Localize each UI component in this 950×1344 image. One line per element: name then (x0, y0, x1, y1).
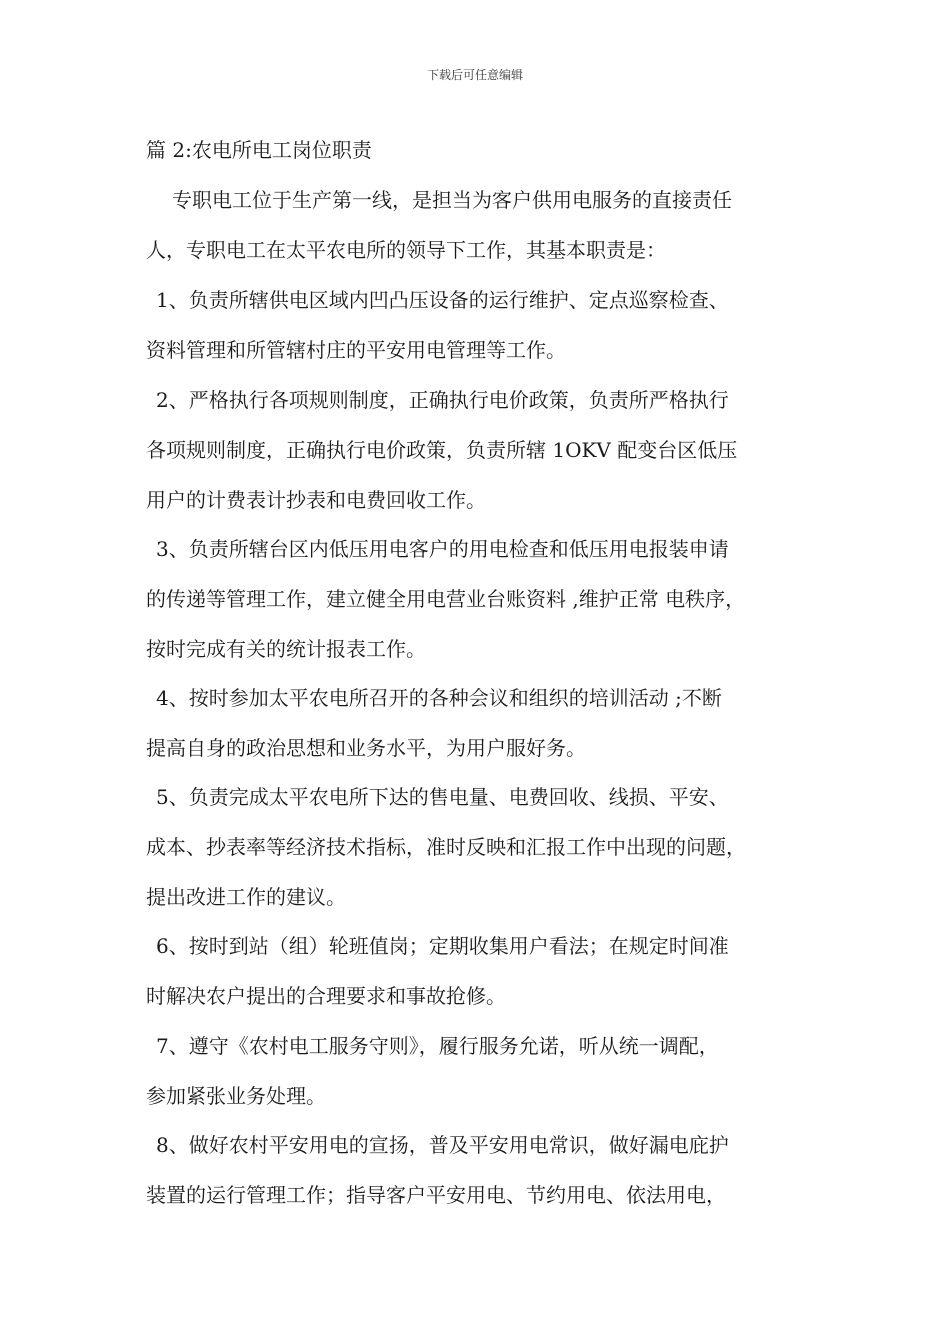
paragraph-line: 1、负责所辖供电区域内凹凸压设备的运行维护、定点巡察检查、 (156, 288, 729, 312)
paragraph-line: 提出改进工作的建议。 (146, 885, 346, 909)
paragraph-line: 用户的计费表计抄表和电费回收工作。 (146, 488, 486, 512)
paragraph-line: 7、遵守《农村电工服务守则》，履行服务允诺，听从统一调配， (156, 1034, 719, 1058)
duty-item-1 (146, 275, 816, 375)
paragraph-line: 各项规则制度，正确执行电价政策，负责所辖 1OKV 配变台区低压 (146, 438, 738, 462)
paragraph-line: 装置的运行管理工作；指导客户平安用电、节约用电、依法用电， (146, 1183, 726, 1207)
paragraph-line: 3、负责所辖台区内低压用电客户的用电检查和低压用电报装申请 (156, 537, 729, 561)
paragraph-line: 成本、抄表率等经济技术指标，准时反映和汇报工作中出现的问题， (146, 835, 746, 859)
document-title: 篇 2:农电所电工岗位职责 (146, 138, 372, 162)
duty-item-4 (146, 673, 816, 773)
paragraph-line: 提高自身的政治思想和业务水平，为用户服好务。 (146, 736, 586, 760)
paragraph-line: 时解决农户提出的合理要求和事故抢修。 (146, 984, 506, 1008)
paragraph-line: 专职电工位于生产第一线，是担当为客户供用电服务的直接责任 (172, 188, 732, 212)
paragraph-line: 4、按时参加太平农电所召开的各种会议和组织的培训活动 ;不断 (156, 686, 722, 710)
paragraph-line: 6、按时到站（组）轮班值岗；定期收集用户看法；在规定时间准 (156, 934, 729, 958)
paragraph-line: 5、负责完成太平农电所下达的售电量、电费回收、线损、平安、 (156, 785, 729, 809)
duty-item-2 (146, 375, 816, 525)
paragraph-line: 8、做好农村平安用电的宣扬，普及平安用电常识，做好漏电庇护 (156, 1133, 729, 1157)
duty-item-7 (146, 1021, 816, 1121)
paragraph-line: 人，专职电工在太平农电所的领导下工作，其基本职责是： (146, 238, 666, 262)
paragraph-line: 2、严格执行各项规则制度，正确执行电价政策，负责所严格执行 (156, 388, 729, 412)
duty-item-5 (146, 772, 816, 922)
duty-item-3 (146, 524, 816, 674)
paragraph-line: 参加紧张业务处理。 (146, 1084, 326, 1108)
duty-item-6 (146, 921, 816, 1021)
paragraph-line: 按时完成有关的统计报表工作。 (146, 637, 426, 661)
paragraph-line: 的传递等管理工作，建立健全用电营业台账资料 ,维护正常 电秩序， (146, 587, 746, 611)
duty-item-8 (146, 1120, 816, 1220)
page-header: 下载后可任意编辑 (426, 68, 523, 82)
intro-paragraph (146, 175, 816, 275)
paragraph-line: 资料管理和所管辖村庄的平安用电管理等工作。 (146, 338, 566, 362)
